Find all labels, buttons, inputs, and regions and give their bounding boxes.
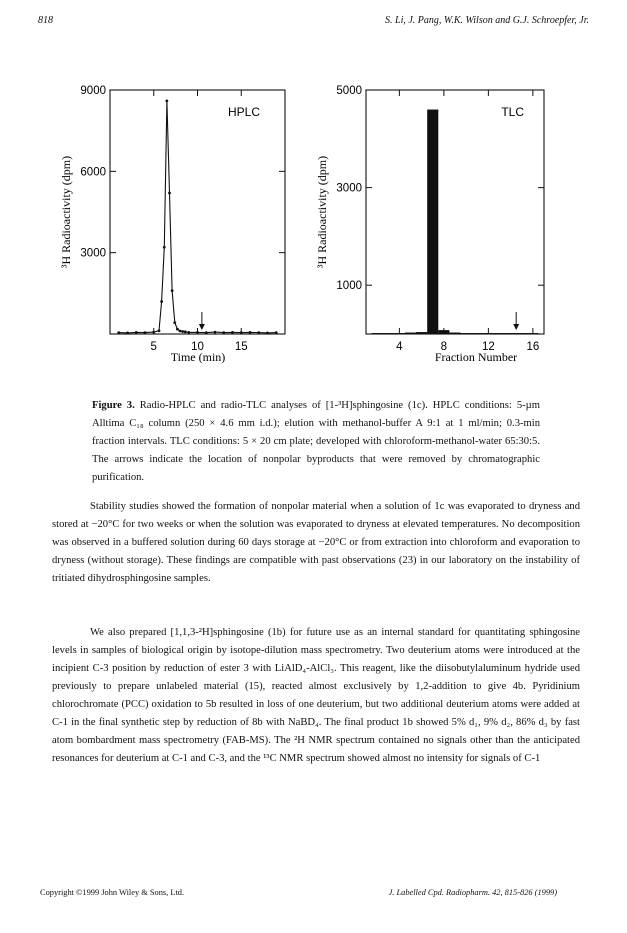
- hplc-points: [117, 99, 277, 334]
- tlc-bar: [494, 333, 505, 334]
- hplc-data-point: [158, 329, 161, 332]
- tlc-bar: [416, 332, 427, 334]
- hplc-data-point: [117, 331, 120, 334]
- hplc-data-point: [179, 330, 182, 333]
- hplc-data-point: [222, 331, 225, 334]
- hplc-data-point: [187, 331, 190, 334]
- hplc-data-point: [135, 331, 138, 334]
- tlc-bar: [472, 333, 483, 334]
- tlc-bar: [405, 333, 416, 334]
- hplc-y-tick-label: 6000: [80, 166, 106, 179]
- caption-label: Figure 3.: [92, 400, 135, 411]
- tlc-y-tick-label: 1000: [336, 280, 362, 293]
- hplc-data-point: [231, 331, 234, 334]
- hplc-data-point: [126, 332, 129, 335]
- tlc-bar: [516, 333, 527, 334]
- hplc-data-point: [144, 331, 147, 334]
- hplc-x-tick-label: 5: [150, 341, 157, 353]
- tlc-y-tick-label: 3000: [336, 182, 362, 195]
- hplc-data-point: [266, 332, 269, 335]
- hplc-y-tick-label: 9000: [80, 85, 106, 97]
- hplc-data-point: [184, 330, 187, 333]
- hplc-panel-label: HPLC: [227, 105, 260, 119]
- hplc-data-point: [176, 328, 179, 331]
- hplc-y-tick-label: 3000: [80, 247, 106, 260]
- tlc-x-tick-label: 4: [396, 341, 403, 353]
- hplc-data-point: [275, 331, 278, 334]
- hplc-data-point: [163, 246, 166, 249]
- hplc-data-point: [165, 99, 168, 102]
- tlc-bar: [372, 333, 383, 334]
- hplc-x-tick-label: 15: [234, 341, 248, 353]
- hplc-arrow: [199, 312, 205, 330]
- hplc-plot-frame: [110, 90, 285, 334]
- tlc-chart: [300, 78, 570, 374]
- tlc-x-tick-label: 16: [526, 341, 540, 353]
- tlc-bar: [449, 333, 460, 334]
- hplc-data-point: [173, 321, 176, 324]
- hplc-data-point: [257, 331, 260, 334]
- tlc-xlabel: Fraction Number: [434, 350, 518, 364]
- tlc-panel-label: TLC: [501, 105, 524, 119]
- hplc-data-point: [249, 331, 252, 334]
- paragraph-text: Stability studies showed the formation of nonpolar material when a solution of 1c was evaporated to dryness and stored at −20°C for two weeks or when the solution was evaporated to dryness at elevated temperatures. No decomposition was observed in a buffered solution during 60 days storage at −20°C or from extraction into chloroform and evaporation to dryness (without storage). These findings are compatible with past observations (23) in our laboratory on the instability of tritiated dihydrosphingosine samples.: [52, 501, 580, 584]
- hplc-ticks: [110, 90, 285, 334]
- figure-caption: [92, 397, 540, 487]
- hplc-series-line: [119, 101, 276, 333]
- caption-text: Radio-HPLC and radio-TLC analyses of [1-³H]sphingosine (1c). HPLC conditions: 5-µm Alltima C₁₈ column (250 × 4.6 mm i.d.); elution with methanol-buffer A 9:1 at 1 ml/min; 0.3-min fraction intervals. TLC conditions: 5 × 20 cm plate; developed with chloroform-methanol-water 65:30:5. The arrows indicate the location of nonpolar byproducts that were removed by chromatographic purification.: [92, 400, 540, 483]
- hplc-data-point: [196, 331, 199, 334]
- hplc-data-point: [152, 331, 155, 334]
- tlc-bar: [383, 333, 394, 334]
- hplc-data-point: [160, 300, 163, 303]
- body-paragraph-2: [52, 624, 580, 768]
- page-number: 818: [38, 15, 53, 26]
- hplc-arrow-head: [199, 324, 205, 330]
- tlc-bars: [372, 110, 539, 334]
- tlc-bar: [427, 110, 438, 334]
- copyright-notice: Copyright ©1999 John Wiley & Sons, Ltd.: [40, 888, 185, 897]
- tlc-ticks: [366, 90, 544, 334]
- tlc-ylabel: ³H Radioactivity (dpm): [315, 155, 329, 269]
- journal-reference: J. Labelled Cpd. Radiopharm. 42, 815-826 (1999): [388, 888, 557, 897]
- tlc-x-tick-label: 8: [440, 341, 448, 353]
- tlc-y-tick-label: 5000: [336, 85, 362, 97]
- hplc-chart: [40, 78, 300, 374]
- hplc-data-point: [214, 331, 217, 334]
- hplc-data-point: [171, 289, 174, 292]
- hplc-x-tick-label: 10: [191, 341, 204, 353]
- hplc-data-point: [240, 331, 243, 334]
- tlc-bar: [505, 333, 516, 334]
- tlc-plot-frame: [366, 90, 544, 334]
- hplc-data-point: [168, 192, 171, 195]
- body-paragraph-1: [52, 498, 580, 588]
- tlc-bar: [461, 333, 472, 334]
- tlc-arrow-head: [513, 324, 519, 330]
- hplc-xlabel: Time (min): [170, 350, 226, 364]
- hplc-tick-labels: [80, 85, 247, 353]
- tlc-x-tick-label: 12: [481, 341, 495, 353]
- running-head: S. Li, J. Pang, W.K. Wilson and G.J. Schroepfer, Jr.: [385, 15, 589, 26]
- hplc-ylabel: ³H Radioactivity (dpm): [59, 155, 73, 269]
- tlc-arrow: [513, 312, 519, 330]
- hplc-data-point: [181, 330, 184, 333]
- paragraph-text: We also prepared [1,1,3-²H]sphingosine (1b) for future use as an internal standard for quantitating sphingosine levels in samples of biological origin by isotope-dilution mass spectrometry. Two deuterium atoms were introduced at the incipient C-3 position by reduction of ester 3 with LiAlD₄-AlCl₃. This reagent, like the diisobutylaluminum hydride used previously to prepare unlabeled material (15), reacted almost exclusively by 1,2-addition to give 4b. Pyridinium chlorochromate (PCC) oxidation to 5b resulted in loss of one deuterium, but two additional deuterium atoms were added at C-1 in the final synthetic step by reduction of 8b with NaBD₄. The final product 1b showed 5% d₁, 9% d₂, 86% d₃ by fast atom bombardment mass spectrometry (FAB-MS). The ²H NMR spectrum contained no signals other than the anticipated resonances for deuterium at C-1 and C-3, and the ¹³C NMR spectrum showed almost no intensity for signals of C-1: [52, 627, 580, 764]
- hplc-data-point: [205, 331, 208, 334]
